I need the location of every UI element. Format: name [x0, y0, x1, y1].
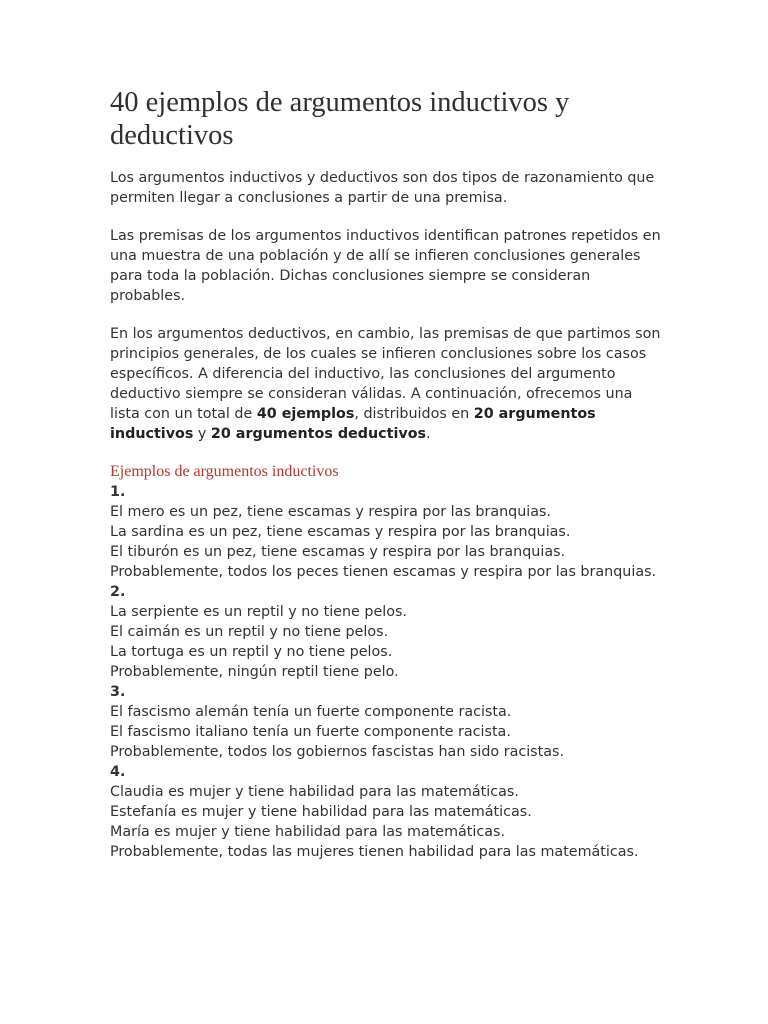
example-premise: El tiburón es un pez, tiene escamas y respira por las branquias. — [110, 544, 566, 560]
example-conclusion: Probablemente, todos los peces tienen escamas y respira por las branquias. — [110, 564, 657, 580]
example-item — [110, 682, 662, 762]
intro-3-text-b: , distribuidos en — [354, 406, 474, 422]
example-number: 2. — [110, 584, 126, 600]
example-number: 3. — [110, 684, 126, 700]
example-number: 1. — [110, 484, 126, 500]
intro-3-bold-deductive: 20 argumentos deductivos — [210, 426, 427, 442]
example-number: 4. — [110, 764, 126, 780]
example-conclusion: Probablemente, todos los gobiernos fascistas han sido racistas. — [110, 744, 564, 760]
example-item — [110, 762, 662, 862]
intro-paragraph-2: Las premisas de los argumentos inductivos identifican patrones repetidos en una muestra de una población y de allí se infieren conclusiones generales para toda la población. Dichas conclusiones siempre se consideran probables. — [110, 228, 661, 304]
intro-paragraph-1: Los argumentos inductivos y deductivos son dos tipos de razonamiento que permiten llegar a conclusiones a partir de una premisa. — [110, 170, 655, 206]
example-premise: El caimán es un reptil y no tiene pelos. — [110, 624, 389, 640]
examples-list — [110, 482, 662, 862]
example-premise: Claudia es mujer y tiene habilidad para las matemáticas. — [110, 784, 519, 800]
example-premise: El fascismo italiano tenía un fuerte componente racista. — [110, 724, 511, 740]
intro-3-bold-total: 40 ejemplos — [256, 406, 355, 422]
intro-3-text-a: En los argumentos deductivos, en cambio, las premisas de que partimos son principios generales, de los cuales se infieren conclusiones sobre los casos específicos. A diferencia del inductivo, las conclusiones del argumento deductivo siempre se consideran válidas. A continuación, ofrecemos una lista con un total de — [110, 326, 661, 422]
document-page — [110, 86, 662, 862]
example-conclusion: Probablemente, todas las mujeres tienen habilidad para las matemáticas. — [110, 844, 639, 860]
example-premise: María es mujer y tiene habilidad para las matemáticas. — [110, 824, 505, 840]
example-premise: Estefanía es mujer y tiene habilidad para las matemáticas. — [110, 804, 532, 820]
example-item — [110, 482, 662, 582]
intro-paragraph-3 — [110, 324, 662, 444]
example-premise: El fascismo alemán tenía un fuerte componente racista. — [110, 704, 512, 720]
example-item — [110, 582, 662, 682]
section-heading-inductive: Ejemplos de argumentos inductivos — [110, 463, 339, 480]
example-conclusion: Probablemente, ningún reptil tiene pelo. — [110, 664, 399, 680]
example-premise: El mero es un pez, tiene escamas y respira por las branquias. — [110, 504, 552, 520]
page-title: 40 ejemplos de argumentos inductivos y deductivos — [110, 87, 570, 151]
example-premise: La tortuga es un reptil y no tiene pelos. — [110, 644, 393, 660]
intro-3-text-d: . — [426, 426, 431, 442]
intro-3-text-c: y — [193, 426, 211, 442]
example-premise: La sardina es un pez, tiene escamas y respira por las branquias. — [110, 524, 571, 540]
intro-3-bold-inductive: 20 argumentos inductivos — [110, 406, 596, 442]
example-premise: La serpiente es un reptil y no tiene pelos. — [110, 604, 407, 620]
